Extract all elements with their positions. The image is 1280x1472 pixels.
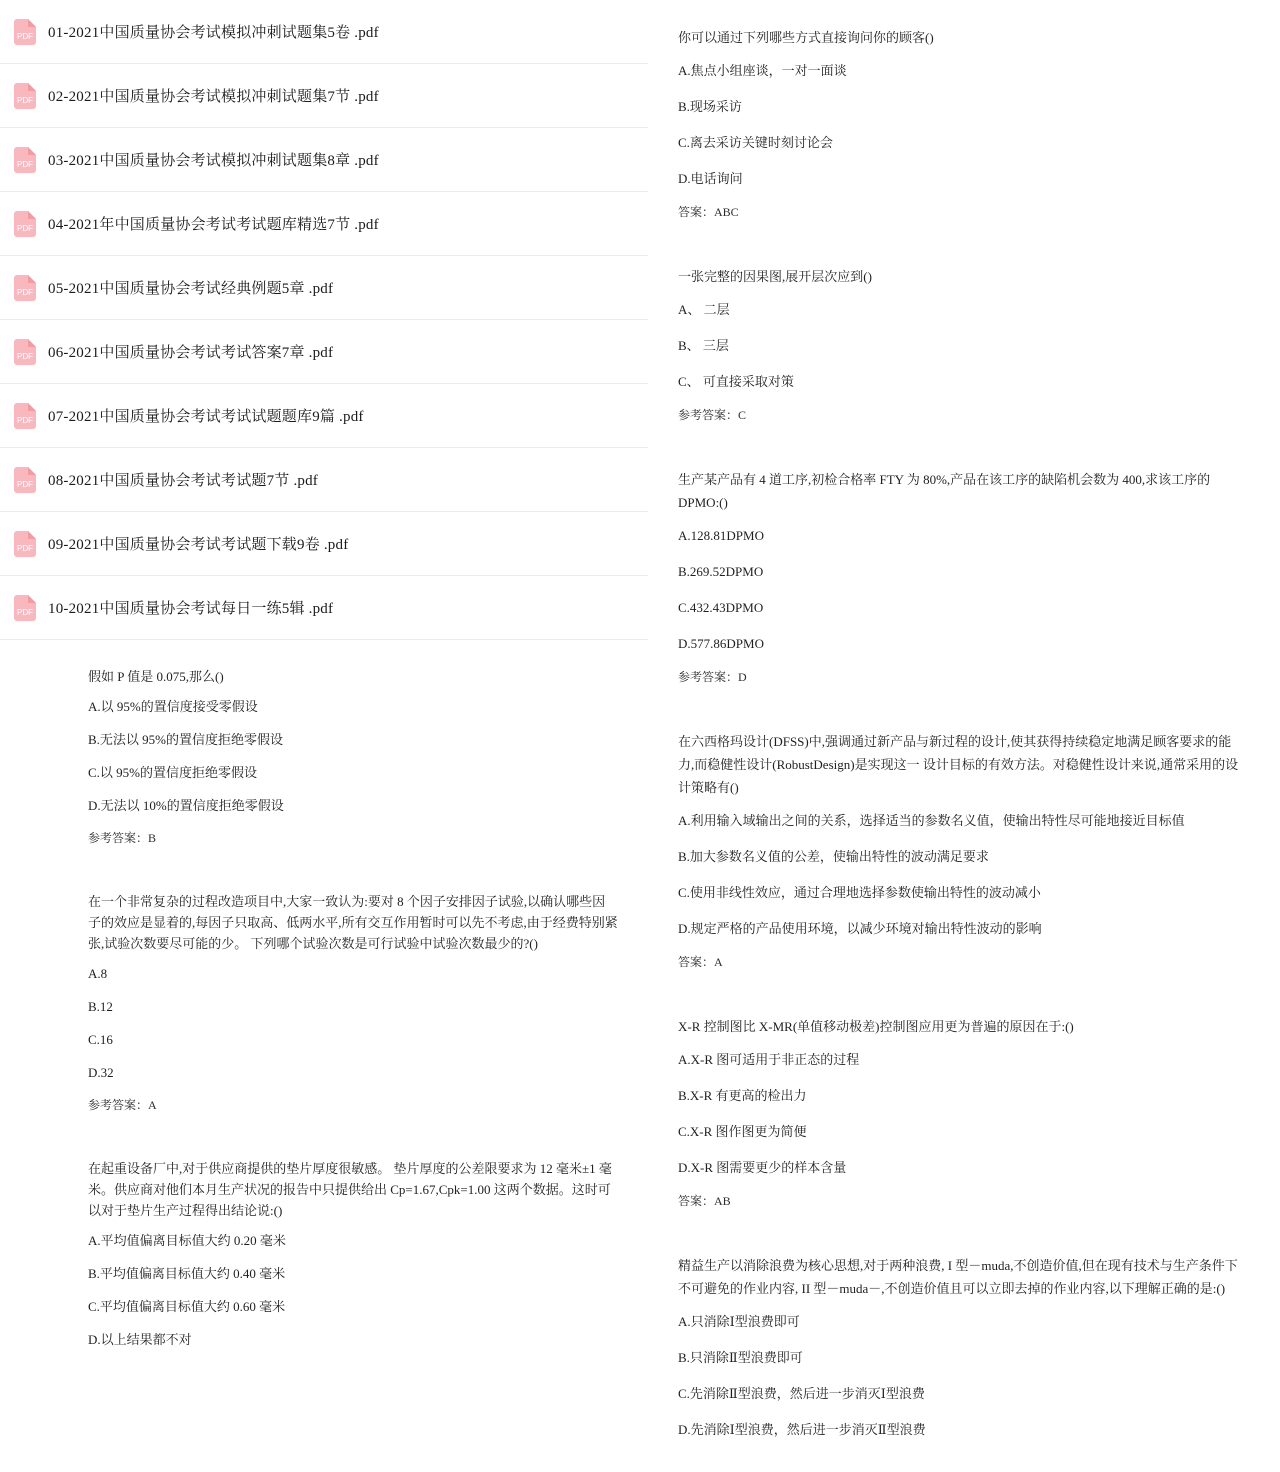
question-block [648,468,1280,686]
block-spacer [648,1454,1280,1472]
pdf-file-icon [14,467,36,493]
svg-text:PDF: PDF [17,223,33,233]
question-option: A.128.81DPMO [678,528,764,543]
question-option: D.电话询问 [678,171,743,186]
block-spacer [0,1363,648,1381]
block-spacer [648,971,1280,989]
question-block [648,730,1280,971]
block-spacer [648,1210,1280,1228]
question-stem: 在一个非常复杂的过程改造项目中,大家一致认为:要对 8 个因子安排因子试验,以确认哪些因子的效应是显着的,每因子只取高、低两水平,所有交互作用暂时可以先不考虑,由于经费特别紧张,试验次数要尽可能的少。 下列哪个试验次数是可行试验中试验次数最少的?() [88,894,618,951]
question-option: A、 二层 [678,302,730,317]
question-option: C.使用非线性效应，通过合理地选择参数使输出特性的波动减小 [678,885,1041,900]
question-option: B.现场采访 [678,99,742,114]
pdf-file-icon [14,339,36,365]
question-option: C.432.43DPMO [678,600,764,615]
block-spacer [648,424,1280,442]
svg-text:PDF: PDF [17,479,33,489]
question-option: B.无法以 95%的置信度拒绝零假设 [88,732,284,747]
question-option: C.X-R 图作图更为简便 [678,1124,807,1139]
question-option: A.以 95%的置信度接受零假设 [88,699,258,714]
file-name-label: 05-2021中国质量协会考试经典例题5章 .pdf [48,281,334,297]
question-option: A.X-R 图可适用于非正态的过程 [678,1052,860,1067]
list-item[interactable] [0,256,648,320]
question-answer: 参考答案：B [88,831,157,845]
question-answer: 参考答案：A [88,1098,157,1112]
question-stem: 在起重设备厂中,对于供应商提供的垫片厚度很敏感。 垫片厚度的公差限要求为 12 毫米±1 毫米。供应商对他们本月生产状况的报告中只提供给出 Cp=1.67,Cpk=1.00 这两个数据。这时可以对于垫片生产过程得出结论说:() [88,1161,612,1218]
question-option: D.577.86DPMO [678,636,764,651]
svg-text:PDF: PDF [17,31,33,41]
list-item[interactable] [0,384,648,448]
question-option: B、 三层 [678,338,729,353]
question-option: A.只消除Ⅰ型浪费即可 [678,1314,800,1329]
question-option: C.离去采访关键时刻讨论会 [678,135,833,150]
question-block [648,1015,1280,1210]
question-option: C.平均值偏离目标值大约 0.60 毫米 [88,1299,286,1314]
pdf-file-icon [14,19,36,45]
question-option: D.无法以 10%的置信度拒绝零假设 [88,798,284,813]
list-item[interactable] [0,512,648,576]
pdf-file-icon [14,83,36,109]
right-column [648,0,1280,1437]
question-option: D.以上结果都不对 [88,1332,192,1347]
file-name-label: 06-2021中国质量协会考试考试答案7章 .pdf [48,345,334,361]
block-spacer [648,221,1280,239]
question-answer: 参考答案：D [678,670,747,684]
block-spacer [0,1114,648,1132]
file-name-label: 07-2021中国质量协会考试考试试题题库9篇 .pdf [48,409,364,425]
pdf-file-icon [14,211,36,237]
question-option: A.利用输入域输出之间的关系，选择适当的参数名义值，使输出特性尽可能地接近目标值 [678,813,1185,828]
list-item[interactable] [0,0,648,64]
question-option: B.X-R 有更高的检出力 [678,1088,807,1103]
pdf-file-icon [14,403,36,429]
question-option: B.269.52DPMO [678,564,764,579]
question-option: A.8 [88,966,108,981]
svg-text:PDF: PDF [17,543,33,553]
question-answer: 答案：ABC [678,205,739,219]
file-name-label: 02-2021中国质量协会考试模拟冲刺试题集7节 .pdf [48,89,379,105]
question-stem: 生产某产品有 4 道工序,初检合格率 FTY 为 80%,产品在该工序的缺陷机会数为 400,求该工序的 DPMO:() [678,472,1211,510]
block-spacer [648,686,1280,704]
question-option: C.以 95%的置信度拒绝零假设 [88,765,258,780]
svg-text:PDF: PDF [17,415,33,425]
question-option: B.平均值偏离目标值大约 0.40 毫米 [88,1266,286,1281]
pdf-file-list [0,0,648,640]
question-stem: 一张完整的因果图,展开层次应到() [678,269,872,284]
question-block [648,26,1280,221]
list-item[interactable] [0,576,648,640]
left-column [0,0,648,1347]
question-block [648,1254,1280,1441]
question-stem: 你可以通过下列哪些方式直接询问你的顾客() [678,30,934,45]
list-item[interactable] [0,448,648,512]
svg-text:PDF: PDF [17,159,33,169]
question-option: D.先消除Ⅰ型浪费，然后进一步消灭Ⅱ型浪费 [678,1422,926,1437]
question-option: D.32 [88,1065,114,1080]
list-item[interactable] [0,64,648,128]
svg-text:PDF: PDF [17,287,33,297]
list-item[interactable] [0,320,648,384]
left-question-list [0,666,648,1381]
question-answer: 答案：AB [678,1194,731,1208]
question-answer: 答案：A [678,955,723,969]
svg-text:PDF: PDF [17,95,33,105]
right-question-list [648,26,1280,1472]
svg-text:PDF: PDF [17,351,33,361]
question-option: A.焦点小组座谈，一对一面谈 [678,63,847,78]
pdf-file-icon [14,531,36,557]
file-name-label: 09-2021中国质量协会考试考试题下载9卷 .pdf [48,537,349,553]
question-stem: 在六西格玛设计(DFSS)中,强调通过新产品与新过程的设计,使其获得持续稳定地满足顾客要求的能力,而稳健性设计(RobustDesign)是实现这一 设计目标的有效方法。对稳健性设计来说,通常采用的设计策略有() [678,734,1239,795]
question-option: D.X-R 图需要更少的样本含量 [678,1160,847,1175]
file-name-label: 10-2021中国质量协会考试每日一练5辑 .pdf [48,601,334,617]
question-stem: 假如 P 值是 0.075,那么() [88,669,224,684]
file-name-label: 08-2021中国质量协会考试考试题7节 .pdf [48,473,318,489]
question-block [0,666,648,847]
list-item[interactable] [0,128,648,192]
question-option: A.平均值偏离目标值大约 0.20 毫米 [88,1233,286,1248]
question-block [648,265,1280,424]
block-spacer [0,847,648,865]
question-option: B.加大参数名义值的公差，使输出特性的波动满足要求 [678,849,989,864]
question-option: C、 可直接采取对策 [678,374,794,389]
question-option: C.先消除Ⅱ型浪费，然后进一步消灭Ⅰ型浪费 [678,1386,925,1401]
svg-text:PDF: PDF [17,607,33,617]
list-item[interactable] [0,192,648,256]
pdf-file-icon [14,275,36,301]
file-name-label: 01-2021中国质量协会考试模拟冲刺试题集5卷 .pdf [48,25,379,41]
pdf-file-icon [14,147,36,173]
file-name-label: 03-2021中国质量协会考试模拟冲刺试题集8章 .pdf [48,153,379,169]
question-option: B.只消除Ⅱ型浪费即可 [678,1350,803,1365]
question-option: D.规定严格的产品使用环境，以减少环境对输出特性波动的影响 [678,921,1042,936]
question-stem: X-R 控制图比 X-MR(单值移动极差)控制图应用更为普遍的原因在于:() [678,1019,1074,1034]
question-answer: 参考答案：C [678,408,747,422]
question-stem: 精益生产以消除浪费为核心思想,对于两种浪费, I 型－muda,不创造价值,但在现有技术与生产条件下不可避免的作业内容, II 型－muda－,不创造价值且可以立即去掉的作业内容,以下理解正确的是:() [678,1258,1238,1296]
question-block [0,891,648,1114]
pdf-file-icon [14,595,36,621]
question-option: B.12 [88,999,113,1014]
question-option: C.16 [88,1032,113,1047]
file-name-label: 04-2021年中国质量协会考试考试题库精选7节 .pdf [48,217,379,233]
question-block [0,1158,648,1350]
